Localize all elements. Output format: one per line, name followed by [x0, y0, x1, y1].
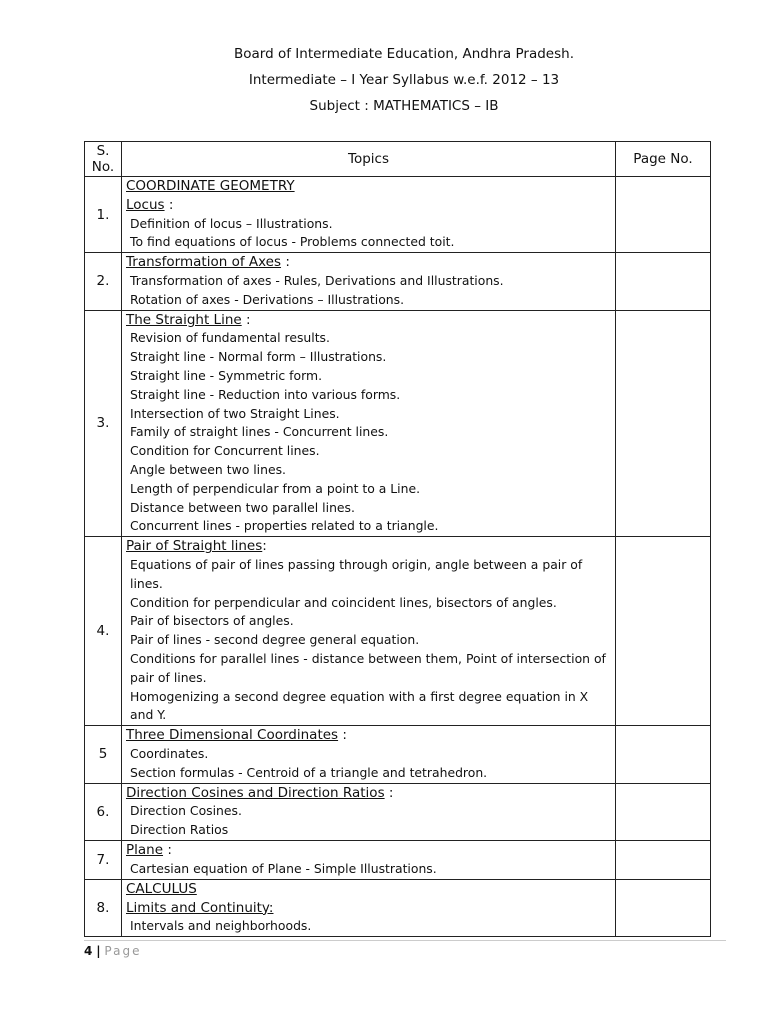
topic-heading: Plane [126, 842, 164, 859]
column-header-topics: Topics [122, 142, 616, 177]
topic-heading: The Straight Line [126, 311, 242, 328]
column-header-sno: S. No. [85, 142, 122, 177]
topic-item: Straight line - Reduction into various forms. [130, 386, 401, 402]
topic-item: Equations of pair of lines passing through origin, angle between a pair of lines. [130, 556, 583, 591]
topic-heading-suffix: : [241, 311, 251, 328]
row-topics [122, 840, 616, 879]
topic-heading-line [126, 311, 613, 330]
topic-heading: Limits and Continuity: [126, 899, 274, 916]
topic-item: Condition for Concurrent lines. [130, 443, 320, 459]
section-title: COORDINATE GEOMETRY [126, 178, 295, 194]
row-topics [122, 253, 616, 310]
table-row [85, 253, 711, 310]
topic-item: Intersection of two Straight Lines. [130, 405, 340, 421]
table-row [85, 177, 711, 253]
row-page-number [616, 840, 711, 879]
topic-heading-line [126, 196, 613, 215]
table-row [85, 783, 711, 840]
topic-item: Definition of locus – Illustrations. [130, 215, 333, 231]
topic-item: Pair of lines - second degree general equation. [130, 632, 420, 648]
footer-page-word: Page [104, 944, 142, 958]
document-header-syllabus: Intermediate – I Year Syllabus w.e.f. 2012 – 13 [248, 72, 560, 88]
row-page-number [616, 879, 711, 936]
row-page-number [616, 310, 711, 537]
row-serial-number: 5 [85, 726, 122, 783]
topic-item: To find equations of locus - Problems connected toit. [130, 234, 455, 250]
topic-heading: Pair of Straight lines [126, 538, 263, 555]
topic-item: Direction Ratios [130, 822, 229, 838]
row-serial-number: 4. [85, 537, 122, 726]
row-topics [122, 726, 616, 783]
topic-item: Straight line - Normal form – Illustrations. [130, 349, 387, 365]
section-title: CALCULUS [126, 880, 197, 897]
row-serial-number: 8. [85, 879, 122, 936]
table-row [85, 879, 711, 936]
topic-heading-line [126, 784, 613, 803]
topic-heading-line [126, 841, 613, 860]
row-page-number [616, 726, 711, 783]
topic-heading-suffix: : [338, 727, 347, 744]
topic-item: Rotation of axes - Derivations – Illustrations. [130, 291, 405, 307]
topic-item: Conditions for parallel lines - distance between them, Point of intersection of pair of lines. [130, 650, 606, 685]
row-serial-number: 3. [85, 310, 122, 537]
row-topics [122, 879, 616, 936]
topic-item: Homogenizing a second degree equation with a first degree equation in X and Y. [130, 688, 589, 723]
document-header-subject: Subject : MATHEMATICS – IB [309, 98, 499, 114]
footer-page-number: 4 [84, 944, 93, 958]
topic-item: Pair of bisectors of angles. [130, 613, 294, 629]
topic-item: Coordinates. [130, 745, 209, 761]
topic-heading: Direction Cosines and Direction Ratios [126, 784, 385, 801]
row-serial-number: 6. [85, 783, 122, 840]
topic-heading-suffix: : [281, 254, 290, 271]
topic-item: Straight line - Symmetric form. [130, 367, 323, 383]
document-header-board: Board of Intermediate Education, Andhra Pradesh. [234, 46, 574, 62]
row-topics [122, 310, 616, 537]
table-header-row [85, 142, 711, 177]
topic-item: Distance between two parallel lines. [130, 499, 355, 515]
row-serial-number: 1. [85, 177, 122, 253]
topic-item: Angle between two lines. [130, 461, 286, 477]
topic-heading-line [126, 537, 613, 556]
topic-heading-line [126, 899, 613, 918]
table-row [85, 537, 711, 726]
row-serial-number: 7. [85, 840, 122, 879]
topic-heading-suffix: : [163, 842, 172, 859]
table-row [85, 840, 711, 879]
topic-heading-line [126, 253, 613, 272]
topic-item: Concurrent lines - properties related to a triangle. [130, 518, 439, 534]
row-page-number [616, 537, 711, 726]
topic-item: Cartesian equation of Plane - Simple Illustrations. [130, 860, 437, 876]
row-topics [122, 783, 616, 840]
topic-heading-suffix: : [262, 538, 267, 555]
row-page-number [616, 783, 711, 840]
footer-separator: | [96, 944, 101, 958]
footer-divider [84, 940, 726, 941]
topic-heading-line [126, 726, 613, 745]
topic-item: Revision of fundamental results. [130, 330, 330, 346]
topic-heading: Locus [126, 196, 165, 213]
row-topics [122, 537, 616, 726]
table-row [85, 726, 711, 783]
row-page-number [616, 177, 711, 253]
table-row [85, 310, 711, 537]
topic-item: Family of straight lines - Concurrent lines. [130, 424, 389, 440]
topic-item: Section formulas - Centroid of a triangle and tetrahedron. [130, 764, 488, 780]
topic-heading: Three Dimensional Coordinates [126, 727, 339, 744]
syllabus-table [84, 141, 711, 937]
topic-heading: Transformation of Axes [126, 254, 282, 271]
topic-item: Direction Cosines. [130, 803, 242, 819]
topic-item: Intervals and neighborhoods. [130, 918, 312, 934]
column-header-page: Page No. [616, 142, 711, 177]
topic-item: Condition for perpendicular and coincident lines, bisectors of angles. [130, 594, 557, 610]
topic-heading-suffix: : [384, 784, 394, 801]
row-page-number [616, 253, 711, 310]
page-footer [84, 944, 141, 958]
topic-item: Transformation of axes - Rules, Derivations and Illustrations. [130, 272, 504, 288]
row-serial-number: 2. [85, 253, 122, 310]
topic-item: Length of perpendicular from a point to a Line. [130, 480, 421, 496]
topic-heading-suffix: : [164, 196, 174, 213]
row-topics [122, 177, 616, 253]
